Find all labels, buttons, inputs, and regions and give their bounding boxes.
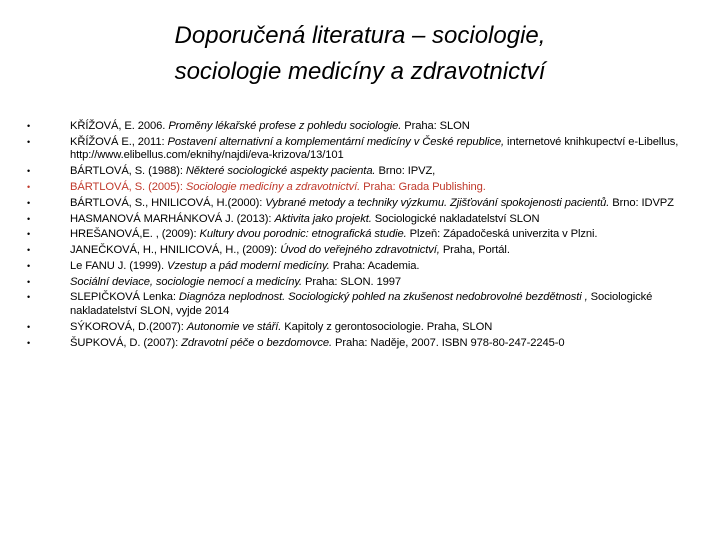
reference-item <box>24 136 700 163</box>
bullet-icon: • <box>27 321 31 332</box>
reference-title: Úvod do veřejného zdravotnictví, <box>280 244 440 257</box>
reference-item <box>24 276 700 290</box>
reference-publisher: Plzeň: Západočeská univerzita v Plzni. <box>406 228 598 241</box>
reference-publisher: Sociologické nakladatelství SLON <box>371 212 540 225</box>
reference-publisher: Brno: IPVZ, <box>375 165 436 178</box>
bullet-icon: • <box>27 337 31 348</box>
reference-title: Kultury dvou porodnic: etnografická studie. <box>199 228 407 241</box>
reference-publisher: internetové knihkupectví e-Libellus, http://www.elibellus.com/eknihy/najdi/eva-krizova/13/101 <box>70 135 679 162</box>
reference-item <box>24 213 700 227</box>
reference-title: Některé sociologické aspekty pacienta. <box>185 165 376 178</box>
reference-item <box>24 120 700 134</box>
bullet-icon: • <box>27 121 31 131</box>
reference-title: Diagnóza neplodnost. Sociologický pohled na zkušenost nedobrovolné bezdětnosti , <box>178 291 588 304</box>
reference-publisher: Praha: SLON. 1997 <box>302 275 401 288</box>
reference-title: Vybrané metody a techniky výzkumu. Zjišťování spokojenosti pacientů. <box>265 196 610 209</box>
reference-item <box>24 260 700 274</box>
reference-authors: Le FANU J. (1999). <box>70 259 167 272</box>
reference-item <box>24 321 700 335</box>
bullet-icon: • <box>27 245 31 256</box>
reference-item <box>24 228 700 242</box>
reference-item <box>24 337 700 351</box>
bullet-icon: • <box>27 136 31 147</box>
reference-authors: HASMANOVÁ MARHÁNKOVÁ J. (2013): <box>70 212 275 225</box>
reference-title: Proměny lékařské profese z pohledu sociologie. <box>168 120 402 132</box>
bullet-icon: • <box>27 181 31 192</box>
reference-title: Zdravotní péče o bezdomovce. <box>181 336 332 349</box>
reference-publisher: Praha: SLON <box>401 120 470 132</box>
reference-item <box>24 244 700 258</box>
bullet-icon: • <box>27 260 31 271</box>
bullet-icon: • <box>27 292 31 303</box>
bullet-icon: • <box>27 197 31 208</box>
reference-item <box>24 181 700 195</box>
bullet-icon: • <box>27 166 31 177</box>
reference-list <box>24 120 700 352</box>
slide-title <box>60 18 660 90</box>
reference-title: Vzestup a pád moderní medicíny. <box>166 259 330 272</box>
reference-authors: SLEPIČKOVÁ Lenka: <box>70 291 179 304</box>
reference-authors: BÁRTLOVÁ, S. (1988): <box>70 165 186 178</box>
title-line-1: Doporučená literatura – sociologie, <box>174 22 546 49</box>
reference-item <box>24 165 700 179</box>
reference-authors: KŘÍŽOVÁ, E. 2006. <box>70 120 169 132</box>
reference-authors: ŠUPKOVÁ, D. (2007): <box>70 336 182 349</box>
reference-publisher: Kapitoly z gerontosociologie. Praha, SLON <box>281 320 493 333</box>
reference-publisher: Sociologické nakladatelství SLON, vyjde 2014 <box>70 291 653 317</box>
reference-authors: SÝKOROVÁ, D.(2007): <box>70 320 187 333</box>
reference-authors: JANEČKOVÁ, H., HNILICOVÁ, H., (2009): <box>70 244 281 257</box>
reference-publisher: Brno: IDVPZ <box>609 196 674 209</box>
reference-title: Sociologie medicíny a zdravotnictví. <box>185 180 361 193</box>
reference-publisher: Praha, Portál. <box>439 244 510 257</box>
reference-publisher: Praha: Naděje, 2007. ISBN 978-80-247-2245-0 <box>331 336 565 349</box>
reference-authors: BÁRTLOVÁ, S. (2005): <box>70 180 186 193</box>
reference-authors: HREŠANOVÁ,E. , (2009): <box>70 228 200 241</box>
reference-title: Aktivita jako projekt. <box>274 212 372 225</box>
title-line-2: sociologie medicíny a zdravotnictví <box>174 58 546 85</box>
bullet-icon: • <box>27 229 31 240</box>
reference-publisher: Praha: Academia. <box>329 259 420 272</box>
bullet-icon: • <box>27 213 31 224</box>
bullet-icon: • <box>27 276 31 287</box>
reference-authors: BÁRTLOVÁ, S., HNILICOVÁ, H.(2000): <box>70 196 266 209</box>
reference-title: Sociální deviace, sociologie nemocí a medicíny. <box>70 275 303 288</box>
reference-item <box>24 291 700 318</box>
reference-title: Autonomie ve stáří. <box>186 320 282 333</box>
reference-item <box>24 197 700 211</box>
reference-authors: KŘÍŽOVÁ E., 2011: <box>70 135 168 148</box>
reference-publisher: Praha: Grada Publishing. <box>360 180 486 193</box>
reference-title: Postavení alternativní a komplementární medicíny v České republice, <box>167 135 505 148</box>
